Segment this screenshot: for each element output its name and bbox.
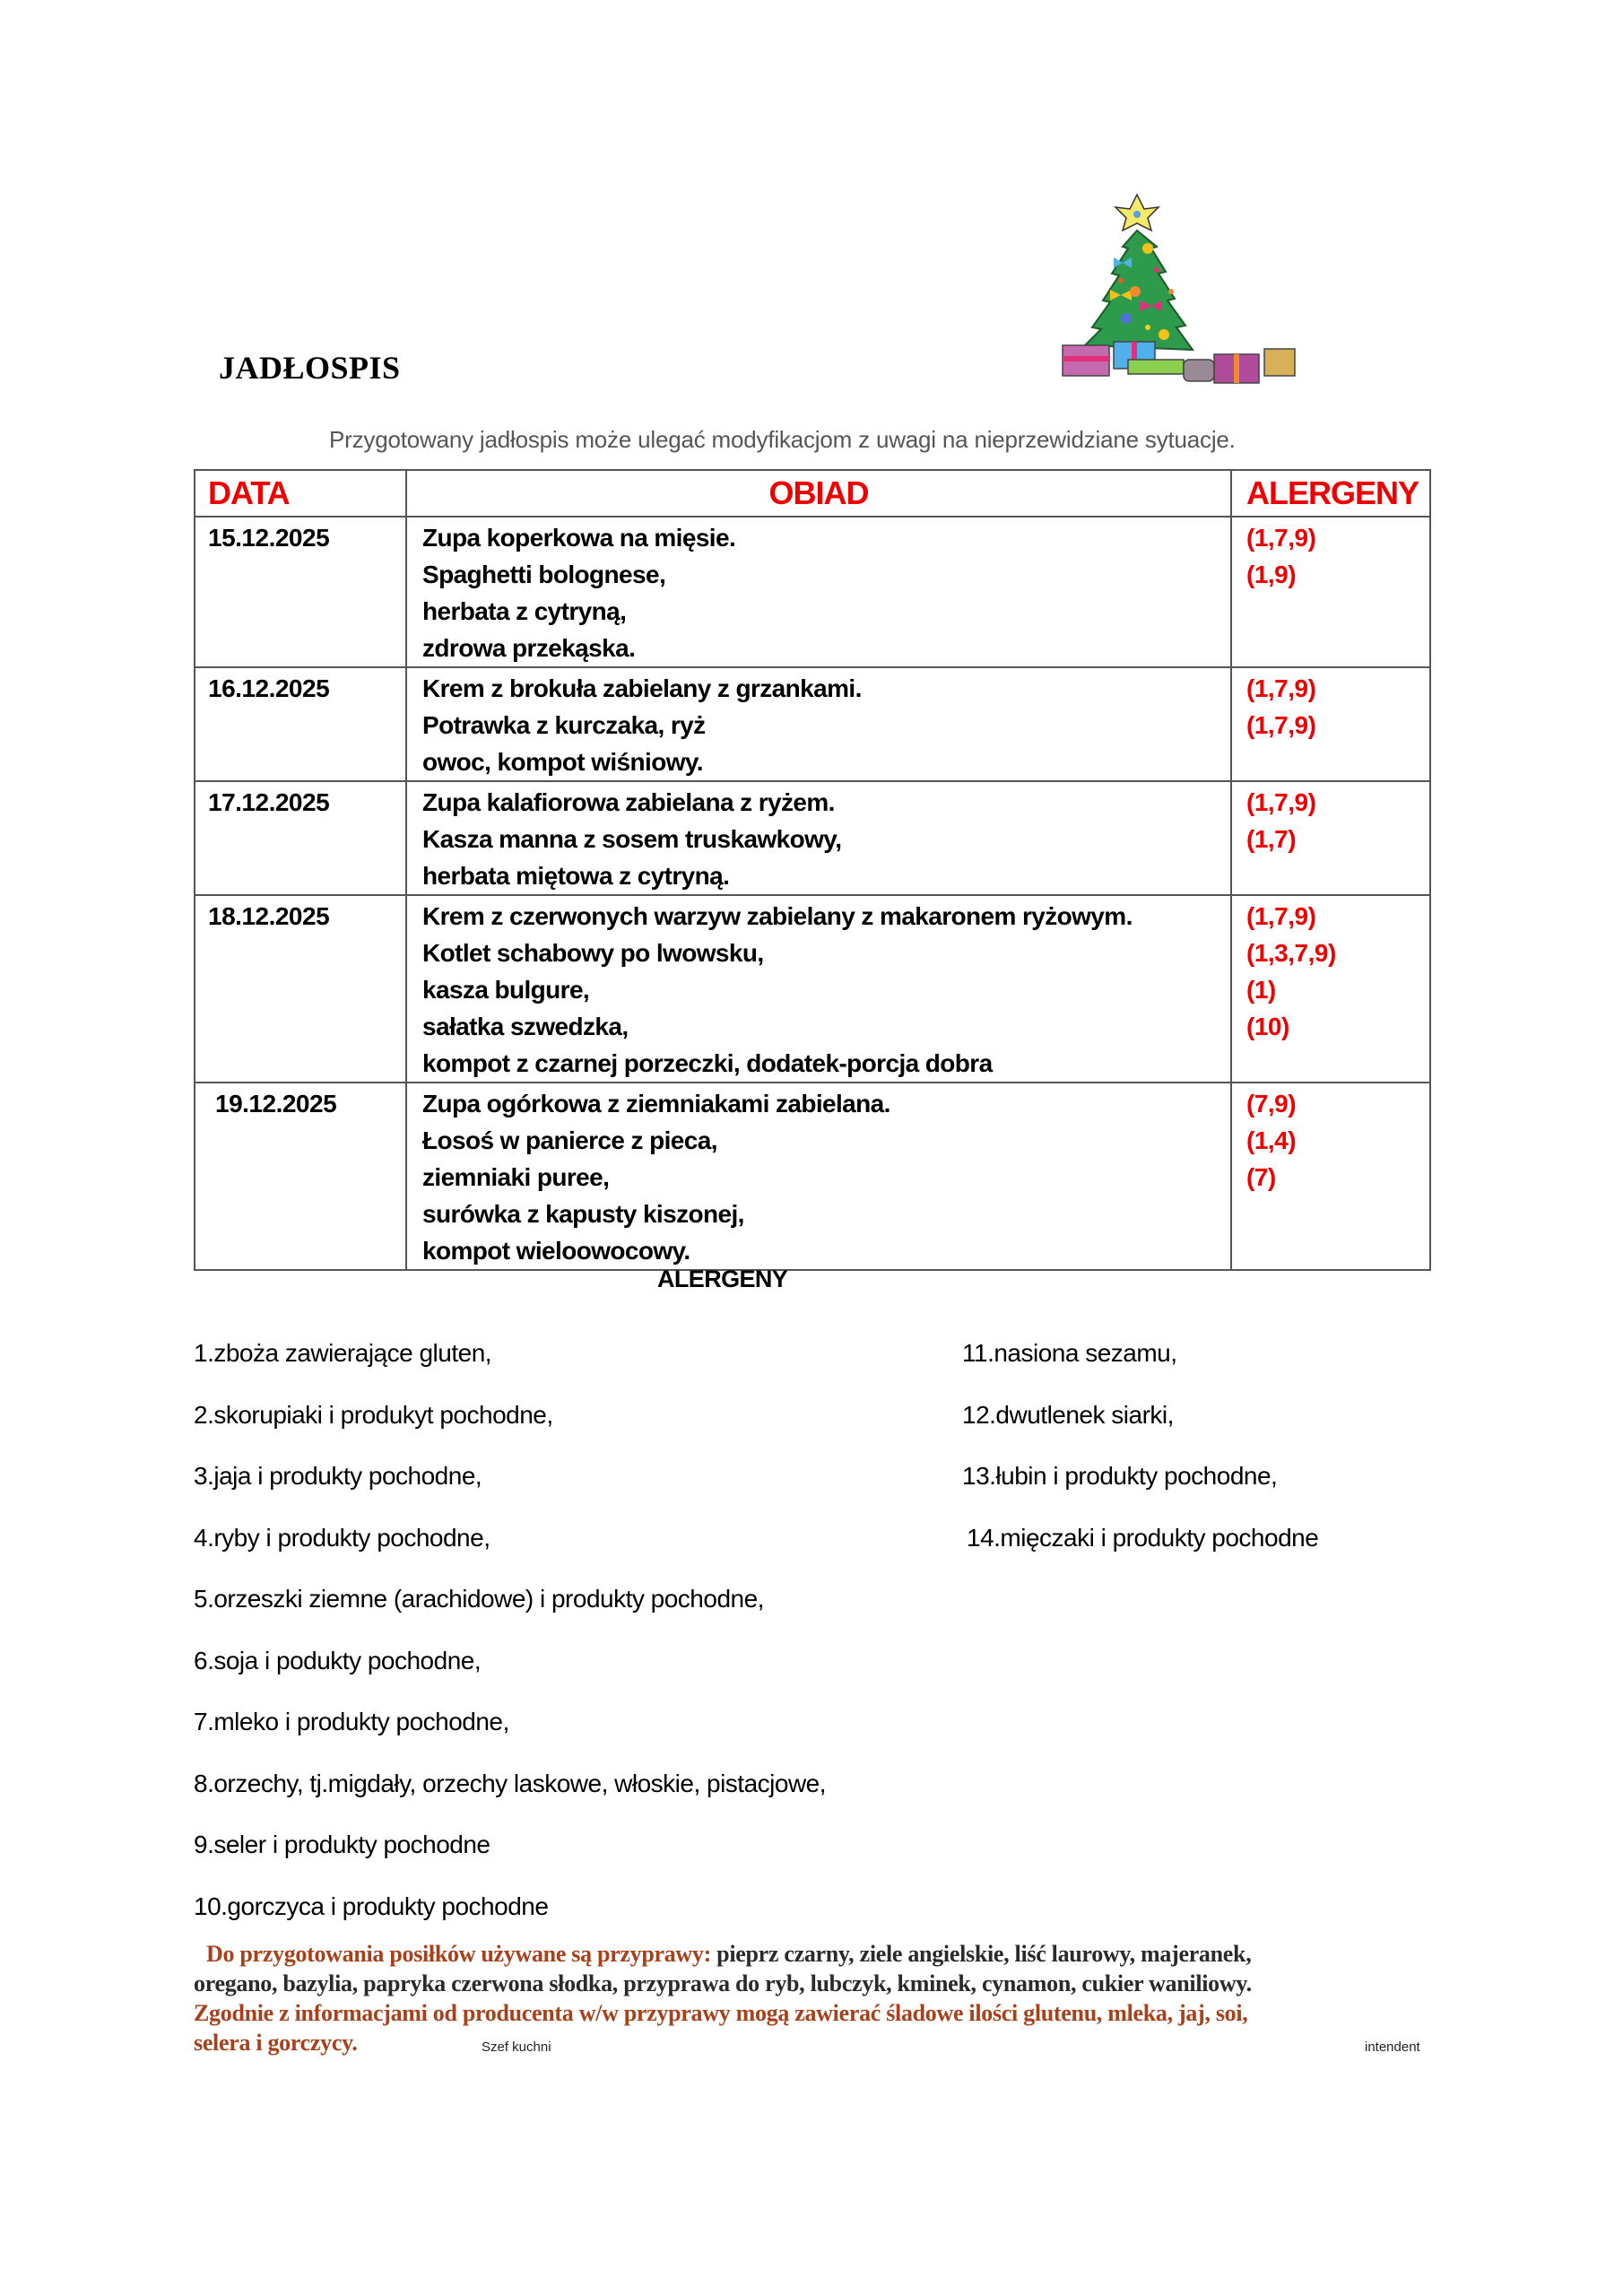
- allergen-code: (1,4): [1246, 1126, 1297, 1154]
- allergen-legend-item: 8.orzechy, tj.migdały, orzechy laskowe, włoskie, pistacjowe,: [194, 1769, 827, 1797]
- menu-table: [194, 469, 1431, 1271]
- meal-item: herbata z cytryną,: [422, 597, 627, 625]
- meal-item: Zupa koperkowa na mięsie.: [422, 524, 736, 552]
- meal-item: herbata miętowa z cytryną.: [422, 862, 730, 890]
- table-header-row: [195, 470, 1430, 517]
- allergen-code: (1,3,7,9): [1246, 939, 1336, 967]
- meal-item: kompot wieloowocowy.: [422, 1237, 690, 1265]
- row-date: 15.12.2025: [195, 517, 406, 667]
- table-row: [195, 895, 1430, 1083]
- meal-item: Łosoś w panierce z pieca,: [422, 1126, 717, 1154]
- meal-item: Potrawka z kurczaka, ryż: [422, 711, 706, 739]
- row-date: 19.12.2025: [195, 1083, 406, 1270]
- allergen-code: (7): [1246, 1163, 1276, 1191]
- row-date: 18.12.2025: [195, 895, 406, 1083]
- allergen-code: (1,7,9): [1246, 674, 1316, 702]
- meal-item: Kasza manna z sosem truskawkowy,: [422, 825, 842, 853]
- spices-note: [194, 1939, 1440, 2057]
- row-meals: [406, 667, 1231, 781]
- allergen-legend-item: 13.łubin i produkty pochodne,: [962, 1462, 1278, 1490]
- trace-warning-1: Zgodnie z informacjami od producenta w/w przyprawy mogą zawierać śladowe ilości glutenu, mleka, jaj, soi,: [194, 2000, 1248, 2026]
- meal-item: Kotlet schabowy po lwowsku,: [422, 939, 764, 967]
- row-date: 16.12.2025: [195, 667, 406, 781]
- allergen-legend-heading: ALERGENY: [657, 1265, 788, 1292]
- meal-item: ziemniaki puree,: [422, 1163, 610, 1191]
- table-row: [195, 667, 1430, 781]
- meal-item: zdrowa przekąska.: [422, 634, 636, 662]
- allergen-legend-item: 3.jaja i produkty pochodne,: [194, 1462, 482, 1490]
- trace-warning-2: selera i gorczycy.: [194, 2030, 358, 2056]
- row-meals: [406, 1083, 1231, 1270]
- allergen-code: (7,9): [1246, 1090, 1297, 1118]
- allergen-legend-item: 12.dwutlenek siarki,: [962, 1400, 1174, 1429]
- page-title: JADŁOSPIS: [219, 350, 401, 386]
- menu-disclaimer: Przygotowany jadłospis może ulegać modyfikacjom z uwagi na nieprzewidziane sytuacje.: [329, 426, 1236, 453]
- row-allergens: [1231, 517, 1430, 667]
- row-allergens: [1231, 667, 1430, 781]
- table-row: [195, 1083, 1430, 1270]
- allergen-code: (1,7,9): [1246, 524, 1316, 552]
- row-allergens: [1231, 1083, 1430, 1270]
- allergen-code: (1,7,9): [1246, 902, 1316, 930]
- column-header-lunch: OBIAD: [406, 470, 1231, 517]
- allergen-code: (10): [1246, 1013, 1289, 1040]
- signature-intendent: intendent: [1365, 2039, 1420, 2055]
- allergen-code: (1): [1246, 976, 1276, 1004]
- meal-item: kasza bulgure,: [422, 976, 590, 1004]
- spices-line-1: [194, 1939, 1440, 1969]
- row-allergens: [1231, 895, 1430, 1083]
- row-meals: [406, 781, 1231, 895]
- allergen-legend-item: 7.mleko i produkty pochodne,: [194, 1708, 509, 1735]
- meal-item: Zupa ogórkowa z ziemniakami zabielana.: [422, 1090, 890, 1118]
- spices-label: Do przygotowania posiłków używane są przyprawy:: [206, 1941, 711, 1967]
- row-date: 17.12.2025: [195, 781, 406, 895]
- allergen-legend-item: 1.zboża zawierające gluten,: [194, 1339, 492, 1367]
- allergen-legend-item: 9.seler i produkty pochodne: [194, 1831, 490, 1858]
- meal-item: Spaghetti bolognese,: [422, 561, 666, 588]
- table-row: [195, 517, 1430, 667]
- allergen-legend-item: 5.orzeszki ziemne (arachidowe) i produkty pochodne,: [194, 1585, 764, 1613]
- row-meals: [406, 895, 1231, 1083]
- row-meals: [406, 517, 1231, 667]
- column-header-allergens: ALERGENY: [1231, 470, 1430, 517]
- allergen-code: (1,7,9): [1246, 711, 1316, 739]
- allergen-legend-item: 4.ryby i produkty pochodne,: [194, 1523, 490, 1552]
- meal-item: Krem z czerwonych warzyw zabielany z makaronem ryżowym.: [422, 902, 1133, 930]
- signature-chef: Szef kuchni: [482, 2039, 551, 2055]
- allergen-code: (1,7): [1246, 825, 1297, 853]
- allergen-legend-left: [194, 1323, 826, 1937]
- allergen-legend-item: 14.mięczaki i produkty pochodne: [967, 1523, 1319, 1552]
- christmas-tree-icon: [1058, 184, 1327, 386]
- allergen-legend-item: 2.skorupiaki i produkyt pochodne,: [194, 1400, 553, 1429]
- allergen-legend-item: 11.nasiona sezamu,: [962, 1339, 1177, 1367]
- meal-item: sałatka szwedzka,: [422, 1013, 629, 1040]
- allergen-legend-item: 10.gorczyca i produkty pochodne: [194, 1892, 549, 1920]
- allergen-legend-right: [962, 1323, 1318, 1569]
- meal-item: Krem z brokuła zabielany z grzankami.: [422, 674, 862, 702]
- row-allergens: [1231, 781, 1430, 895]
- column-header-date: DATA: [195, 470, 406, 517]
- meal-item: kompot z czarnej porzeczki, dodatek-porcja dobra: [422, 1049, 993, 1077]
- spices-list-part-2: oregano, bazylia, papryka czerwona słodka, przyprawa do ryb, lubczyk, kminek, cynamon, cukier waniliowy.: [194, 1970, 1252, 1996]
- allergen-legend-item: 6.soja i podukty pochodne,: [194, 1646, 482, 1674]
- allergen-code: (1,7,9): [1246, 788, 1316, 816]
- spices-list-part-1: pieprz czarny, ziele angielskie, liść laurowy, majeranek,: [716, 1941, 1252, 1967]
- meal-item: surówka z kapusty kiszonej,: [422, 1200, 744, 1228]
- meal-item: owoc, kompot wiśniowy.: [422, 748, 703, 776]
- table-row: [195, 781, 1430, 895]
- meal-item: Zupa kalafiorowa zabielana z ryżem.: [422, 788, 835, 816]
- allergen-code: (1,9): [1246, 561, 1297, 588]
